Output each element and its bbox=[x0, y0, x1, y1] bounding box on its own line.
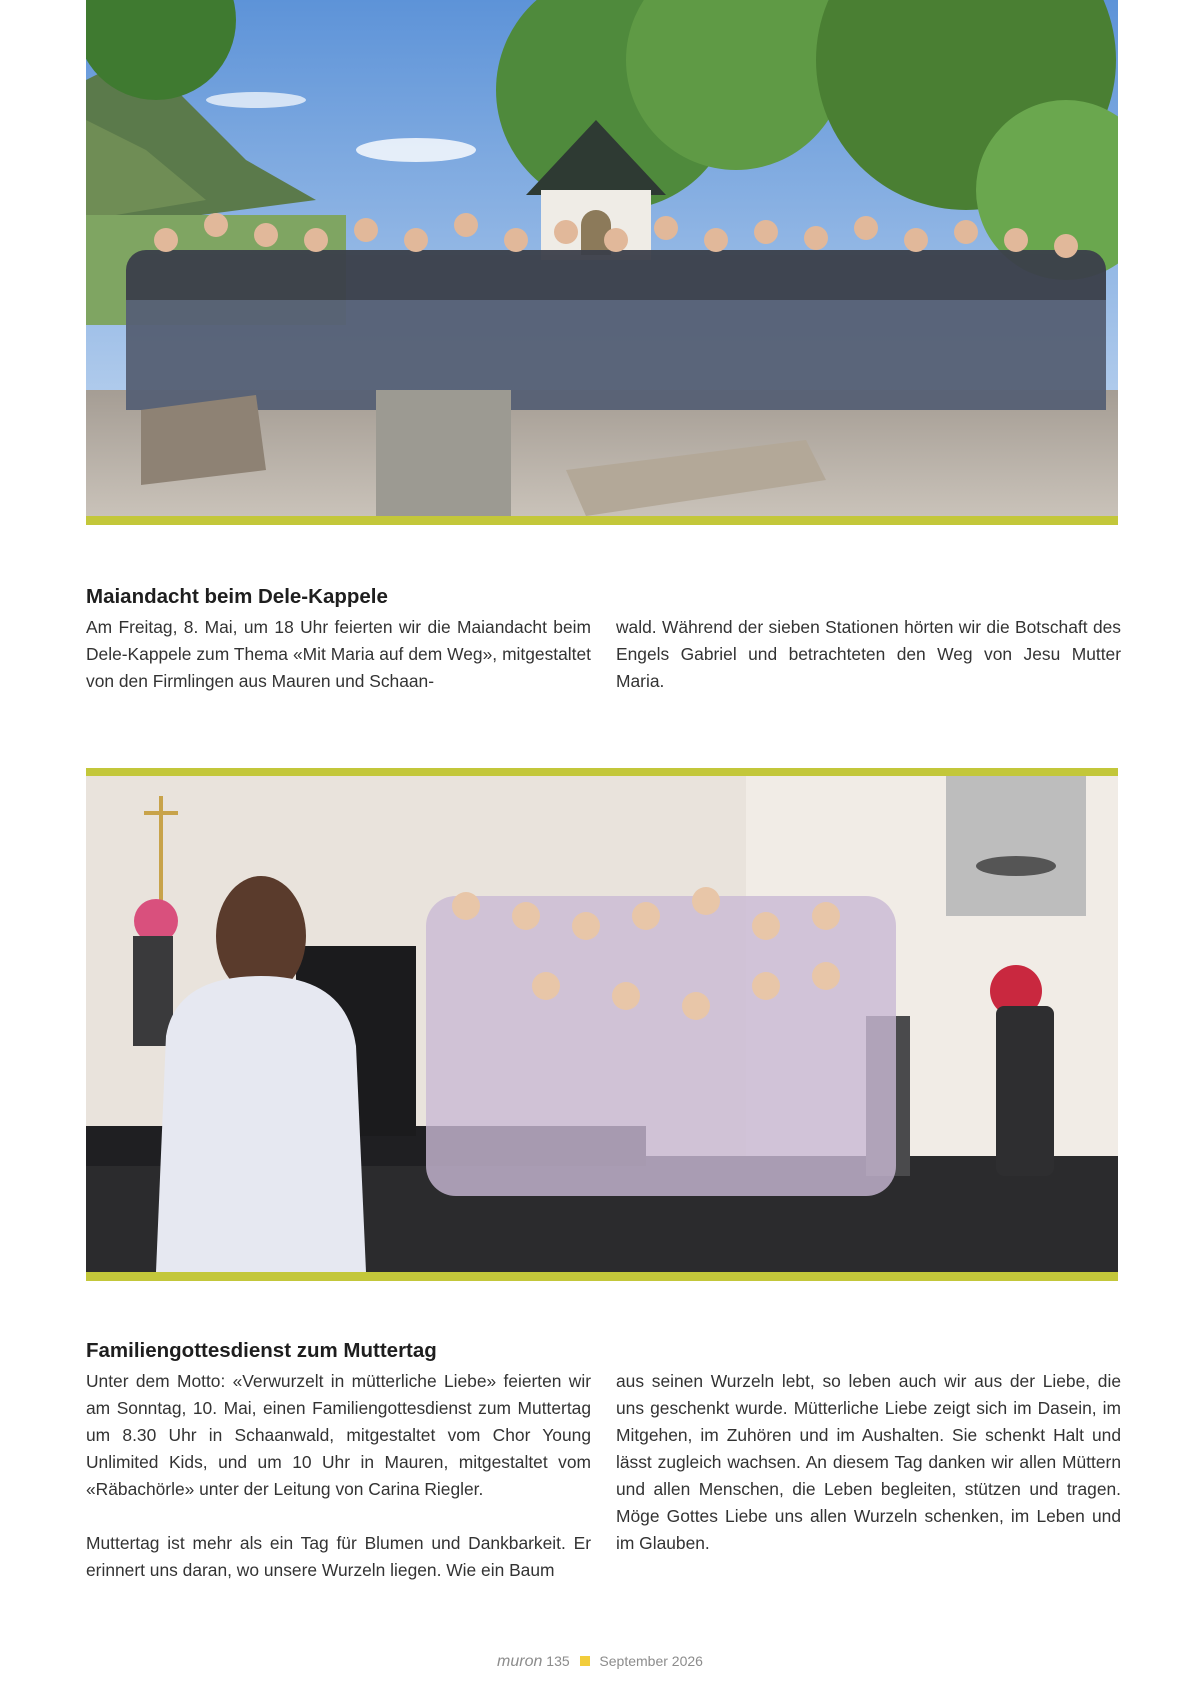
article-maiandacht bbox=[86, 584, 1121, 695]
article-columns bbox=[86, 614, 1121, 695]
article-column-right bbox=[616, 1368, 1121, 1584]
page-footer bbox=[0, 1652, 1200, 1671]
footer-issue-number: 135 bbox=[546, 1653, 570, 1669]
article-column-left bbox=[86, 1368, 591, 1584]
article-column-right bbox=[616, 614, 1121, 695]
paragraph: aus seinen Wurzeln lebt, so leben auch wir aus der Liebe, die uns geschenkt wurde. Mütterliche Liebe zeigt sich im Dasein, im Mitgehen, im Zuhören und im Aushalten. Sie schenkt Halt und lässt zugleich wachsen. An diesem Tag danken wir allen Müttern und allen Menschen, die Leben begleiten, stützen und tragen. Möge Gottes Liebe uns allen Wurzeln schenken, im Leben und im Glauben. bbox=[616, 1371, 1121, 1553]
article-headline: Maiandacht beim Dele-Kappele bbox=[86, 585, 388, 608]
paragraph: Muttertag ist mehr als ein Tag für Blumen und Dankbarkeit. Er erinnert uns daran, wo unsere Wurzeln liegen. Wie ein Baum bbox=[86, 1533, 591, 1580]
footer-date: September 2026 bbox=[599, 1653, 703, 1669]
photo-maiandacht-group bbox=[86, 0, 1118, 525]
group-photo-children-choir-church-icon bbox=[86, 776, 1118, 1272]
paragraph: wald. Während der sieben Stationen hörten wir die Botschaft des Engels Gabriel und betrachteten den Weg von Jesu Mutter Maria. bbox=[616, 617, 1121, 691]
square-icon bbox=[580, 1656, 590, 1666]
footer-brand: muron bbox=[497, 1653, 543, 1670]
group-photo-outdoor-chapel-icon bbox=[86, 0, 1118, 516]
article-column-left bbox=[86, 614, 591, 695]
photo-muttertag-choir bbox=[86, 768, 1118, 1281]
article-muttertag bbox=[86, 1338, 1121, 1584]
article-headline: Familiengottesdienst zum Muttertag bbox=[86, 1339, 437, 1362]
paragraph: Unter dem Motto: «Verwurzelt in mütterliche Liebe» feierten wir am Sonntag, 10. Mai, einen Familiengottesdienst zum Muttertag um 8.30 Uhr in Schaanwald, mitgestaltet vom Chor Young Unlimited Kids, und um 10 Uhr in Mauren, mitgestaltet vom «Räbachörle» unter der Leitung von Carina Riegler. bbox=[86, 1371, 591, 1499]
paragraph: Am Freitag, 8. Mai, um 18 Uhr feierten wir die Maiandacht beim Dele-Kappele zum Thema «Mit Maria auf dem Weg», mitgestaltet von den Firmlingen aus Mauren und Schaan- bbox=[86, 617, 591, 691]
article-columns bbox=[86, 1368, 1121, 1584]
